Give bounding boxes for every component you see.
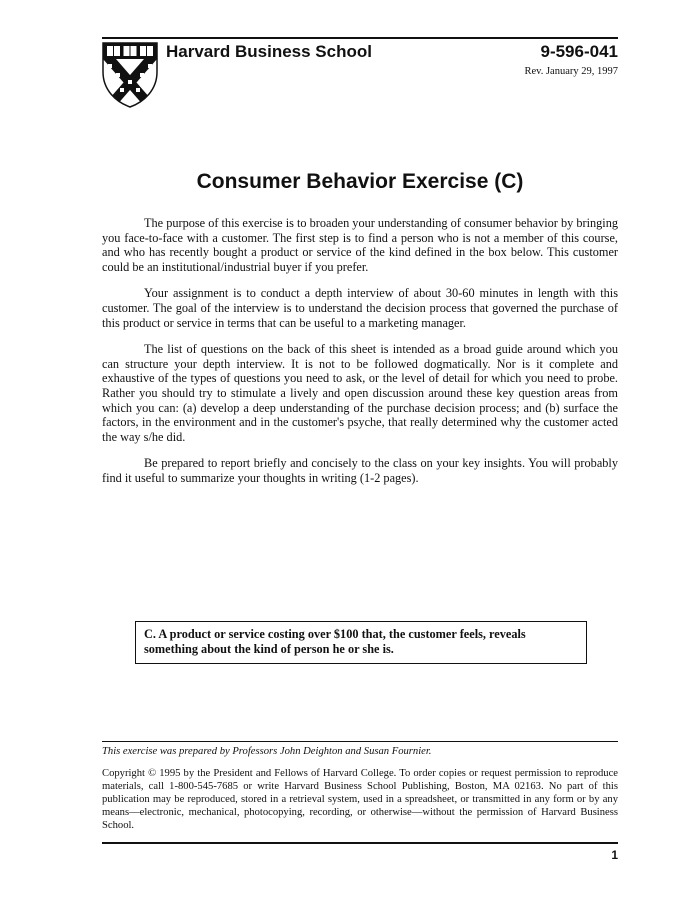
document-title: Consumer Behavior Exercise (C) — [196, 170, 524, 193]
page-number: 1 — [611, 848, 618, 862]
revision-date: Rev. January 29, 1997 — [524, 66, 618, 77]
header-rule — [102, 37, 618, 39]
authorship-note: This exercise was prepared by Professors John Deighton and Susan Fournier. — [102, 746, 432, 757]
copyright-notice: Copyright © 1995 by the President and Fellows of Harvard College. To order copies or request permission to reproduce materials, call 1-800-545-7685 or write Harvard Business School Publishing, Boston, MA 02163. No part of this publication may be reproduced, stored in a retrieval system, used in a spreadsheet, or transmitted in any form or by any means—electronic, mechanical, photocopying, recording, or otherwise—without the permission of Harvard Business School. — [102, 768, 618, 831]
harvard-shield-icon — [102, 42, 158, 108]
footer-rule — [102, 741, 618, 742]
paragraph: The purpose of this exercise is to broaden your understanding of consumer behavior by bringing you face-to-face with a customer. The first step is to find a person who is not a member of this course, and who has recently bought a product or service of the kind defined in the box below. This customer could be an institutional/industrial buyer if you prefer. — [102, 216, 618, 274]
body-text — [102, 216, 618, 498]
product-definition-box: C. A product or service costing over $100 that, the customer feels, reveals something about the kind of person he or she is. — [135, 621, 587, 664]
paragraph: Be prepared to report briefly and concisely to the class on your key insights. You will probably find it useful to summarize your thoughts in writing (1-2 pages). — [102, 456, 618, 485]
case-number: 9-596-041 — [540, 42, 618, 61]
paragraph: Your assignment is to conduct a depth interview of about 30-60 minutes in length with this customer. The goal of the interview is to understand the decision process that governed the purchase of this product or service in terms that can be useful to a marketing manager. — [102, 286, 618, 330]
bottom-rule — [102, 842, 618, 844]
school-name: Harvard Business School — [166, 42, 372, 61]
paragraph: The list of questions on the back of this sheet is intended as a broad guide around which you can structure your depth interview. It is not to be followed dogmatically. Nor is it complete and exhaustive of the types of questions you need to ask, or the level of detail for which you need to probe. Rather you should try to stimulate a lively and open discussion around these key question areas from which you can: (a) develop a deep understanding of the purchase decision process; and (b) surface the factors, in the environment and in the customer's psyche, that really determined why the customer acted the way s/he did. — [102, 342, 618, 444]
